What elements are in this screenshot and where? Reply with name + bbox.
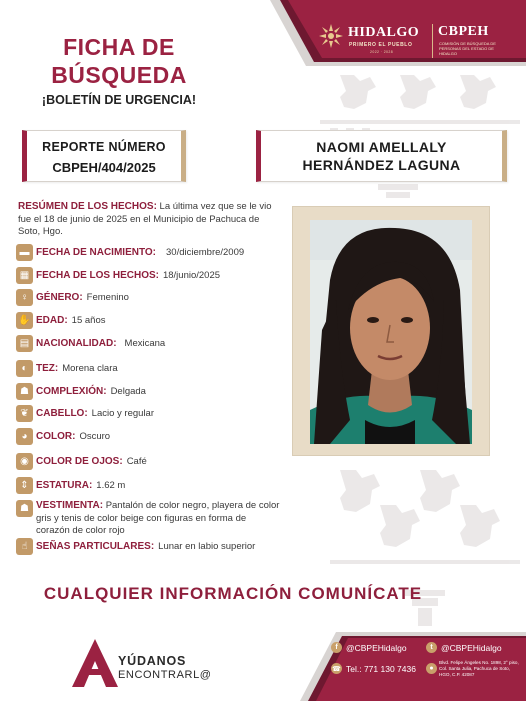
field-birthdate — [16, 244, 244, 261]
page-title — [34, 33, 204, 89]
field-skin — [16, 360, 118, 377]
summary-paragraph — [18, 201, 274, 239]
hidalgo-emblem-icon — [318, 23, 344, 49]
phone-number: Tel.: 771 130 7436 — [346, 663, 416, 674]
field-marks — [16, 538, 255, 555]
report-label: REPORTE NÚMERO — [42, 140, 166, 154]
footer-brand-line2: ENCONTRARL@ — [118, 669, 212, 681]
hand-pointer-icon: ☝ — [16, 538, 33, 555]
field-value: Delgada — [110, 386, 146, 397]
field-gender — [16, 289, 129, 306]
call-to-action: CUALQUIER INFORMACIÓN COMUNÍCATE — [43, 584, 423, 603]
field-value: Femenino — [86, 292, 129, 303]
facebook-icon: f — [331, 642, 342, 653]
field-label: ESTATURA: — [36, 480, 93, 491]
field-build — [16, 383, 146, 400]
summary-text: La última vez que se le vio fue el 18 de junio de 2025 en el Municipio de Pachuca de Soto, Hgo. — [18, 201, 272, 237]
field-label: COLOR DE OJOS: — [36, 456, 123, 467]
hidalgo-logo-text: HIDALGO — [348, 25, 420, 40]
person-name-box — [256, 130, 507, 182]
gender-icon: ♀ — [16, 289, 33, 306]
field-label: COMPLEXIÓN: — [36, 386, 107, 397]
twitter-icon: t — [426, 642, 437, 653]
field-eye-color — [16, 453, 147, 470]
phone-icon: ☎ — [331, 663, 342, 674]
summary-label: RESÚMEN DE LOS HECHOS: — [18, 201, 157, 212]
person-photo-illustration — [310, 220, 472, 444]
eye-icon: ◉ — [16, 453, 33, 470]
report-number: CBPEH/404/2025 — [52, 160, 156, 175]
cake-icon: ▬ — [16, 244, 33, 261]
field-label: TEZ: — [36, 363, 59, 374]
field-value: 1.62 m — [96, 480, 126, 491]
facebook-contact[interactable] — [331, 642, 407, 653]
address-text: Blvd. Felipe Ángeles No. 1898, 2° piso, Col. Santa Julia, Pachuca de Soto, HGO, C.P. 42087 — [439, 660, 519, 678]
hidalgo-logo-years: 2022 · 2028 — [370, 50, 394, 54]
skin-tone-icon: ◐ — [16, 360, 33, 377]
twitter-handle: @CBPEHidalgo — [441, 642, 502, 653]
field-label: EDAD: — [36, 315, 68, 326]
body-icon: ☗ — [16, 383, 33, 400]
field-hair-color — [16, 428, 110, 445]
field-label: VESTIMENTA: — [36, 500, 104, 511]
field-height — [16, 477, 125, 494]
field-hair — [16, 405, 154, 422]
logo-divider — [432, 24, 433, 58]
field-value: Morena clara — [62, 363, 118, 374]
person-photo — [310, 220, 472, 444]
cbpeh-logo-text: CBPEH — [438, 24, 489, 39]
field-label: COLOR: — [36, 431, 76, 442]
cbpeh-logo-subtitle: COMISIÓN DE BÚSQUEDA DE PERSONAS DEL ESTADO DE HIDALGO — [439, 41, 496, 56]
field-value: 15 años — [71, 315, 106, 326]
ruler-icon: ⇕ — [16, 477, 33, 494]
phone-contact[interactable] — [331, 663, 416, 674]
field-label: GÉNERO: — [36, 292, 83, 303]
color-palette-icon: ◕ — [16, 428, 33, 445]
calendar-icon: ▦ — [16, 267, 33, 284]
field-value: Mexicana — [124, 338, 166, 349]
hidalgo-logo-subtitle: PRIMERO EL PUEBLO — [349, 42, 413, 48]
field-age — [16, 312, 105, 329]
field-value: Lacio y regular — [91, 408, 154, 419]
field-event-date — [16, 267, 220, 284]
person-name-line1: NAOMI AMELLALY — [316, 139, 447, 155]
footer-brand-line1: YÚDANOS — [118, 654, 187, 668]
field-label: SEÑAS PARTICULARES: — [36, 541, 155, 552]
twitter-contact[interactable] — [426, 642, 502, 653]
field-label: CABELLO: — [36, 408, 88, 419]
field-label: NACIONALIDAD: — [36, 338, 117, 349]
page-title-line2: BÚSQUEDA — [51, 62, 187, 88]
field-value: Oscuro — [79, 431, 111, 442]
field-label: FECHA DE LOS HECHOS: — [36, 270, 159, 281]
ayudanos-logo-icon — [72, 639, 118, 687]
field-value: Lunar en labio superior — [158, 541, 256, 552]
person-name-line2: HERNÁNDEZ LAGUNA — [302, 157, 461, 173]
field-nationality — [16, 335, 165, 352]
field-value: 18/junio/2025 — [162, 270, 221, 281]
field-value: Pantalón de color negro, playera de color gris y tenis de color beige con figuras en forma de corazón de color rojo — [36, 500, 280, 536]
shirt-icon: ☗ — [16, 500, 33, 517]
field-label: FECHA DE NACIMIENTO: — [36, 247, 156, 258]
clothing-paragraph — [36, 500, 280, 538]
facebook-handle: @CBPEHidalgo — [346, 642, 407, 653]
location-pin-icon: ● — [426, 663, 437, 674]
hands-icon: ✋ — [16, 312, 33, 329]
hair-icon: ❦ — [16, 405, 33, 422]
field-value: 30/diciembre/2009 — [166, 247, 245, 258]
id-card-icon: ▤ — [16, 335, 33, 352]
report-number-box — [22, 130, 186, 182]
page-subtitle: ¡BOLETÍN DE URGENCIA! — [41, 93, 197, 107]
field-value: Café — [126, 456, 147, 467]
page-title-line1: FICHA DE — [63, 34, 175, 60]
